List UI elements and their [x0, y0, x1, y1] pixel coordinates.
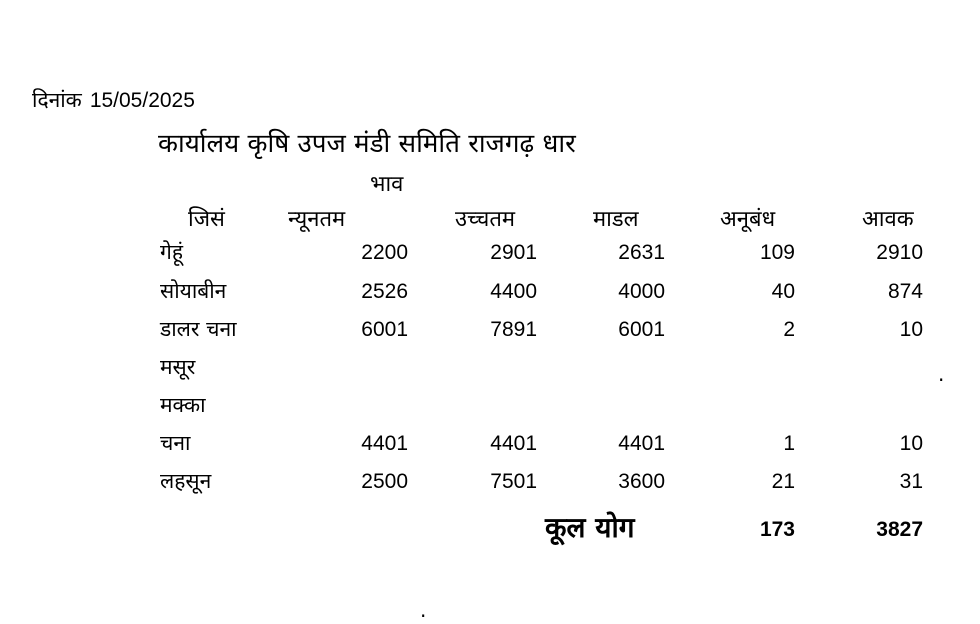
- cell-maximum: 7891: [490, 318, 537, 341]
- cell-minimum: 2500: [361, 470, 408, 493]
- total-label: कूल योग: [545, 511, 635, 544]
- cell-arrival: 10: [899, 318, 923, 341]
- cell-arrival: 31: [899, 470, 923, 493]
- commodity-name: मसूर: [160, 355, 196, 379]
- total-arrival: 3827: [876, 518, 923, 541]
- total-contract: 173: [759, 518, 795, 541]
- cell-arrival: 10: [899, 432, 923, 455]
- cell-contract: 21: [771, 470, 795, 493]
- cell-contract: 1: [783, 432, 795, 455]
- cell-contract: 40: [771, 280, 795, 303]
- header-minimum: न्यूनतम: [288, 207, 346, 232]
- stray-dot: .: [420, 598, 427, 622]
- cell-model: 4401: [618, 432, 665, 455]
- cell-model: 3600: [618, 470, 665, 493]
- date-label: दिनांक: [32, 88, 82, 112]
- header-commodity: जिसं: [188, 207, 225, 232]
- cell-maximum: 7501: [490, 470, 537, 493]
- cell-minimum: 2200: [361, 241, 408, 264]
- header-model: माडल: [593, 207, 639, 232]
- cell-model: 4000: [618, 280, 665, 303]
- cell-maximum: 4400: [490, 280, 537, 303]
- commodity-name: मक्का: [160, 393, 206, 417]
- header-contract: अनूबंध: [720, 207, 776, 232]
- cell-minimum: 2526: [361, 280, 408, 303]
- date-value: 15/05/2025: [89, 89, 195, 112]
- cell-maximum: 4401: [490, 432, 537, 455]
- cell-maximum: 2901: [490, 241, 537, 264]
- date-line: [32, 86, 195, 114]
- rate-label: भाव: [370, 172, 404, 197]
- stray-dot: .: [938, 362, 945, 386]
- commodity-name: डालर चना: [160, 317, 237, 341]
- header-arrival: आवक: [862, 207, 914, 232]
- office-title: कार्यालय कृषि उपज मंडी समिति राजगढ़ धार: [158, 129, 576, 159]
- commodity-name: सोयाबीन: [160, 279, 227, 303]
- commodity-name: चना: [160, 431, 191, 455]
- cell-model: 6001: [618, 318, 665, 341]
- cell-model: 2631: [618, 241, 665, 264]
- cell-contract: 2: [783, 318, 795, 341]
- cell-arrival: 2910: [876, 241, 923, 264]
- commodity-name: गेहूं: [160, 240, 183, 264]
- cell-minimum: 6001: [361, 318, 408, 341]
- cell-arrival: 874: [887, 280, 923, 303]
- header-maximum: उच्चतम: [455, 207, 516, 232]
- cell-contract: 109: [759, 241, 795, 264]
- commodity-name: लहसून: [160, 469, 212, 493]
- cell-minimum: 4401: [361, 432, 408, 455]
